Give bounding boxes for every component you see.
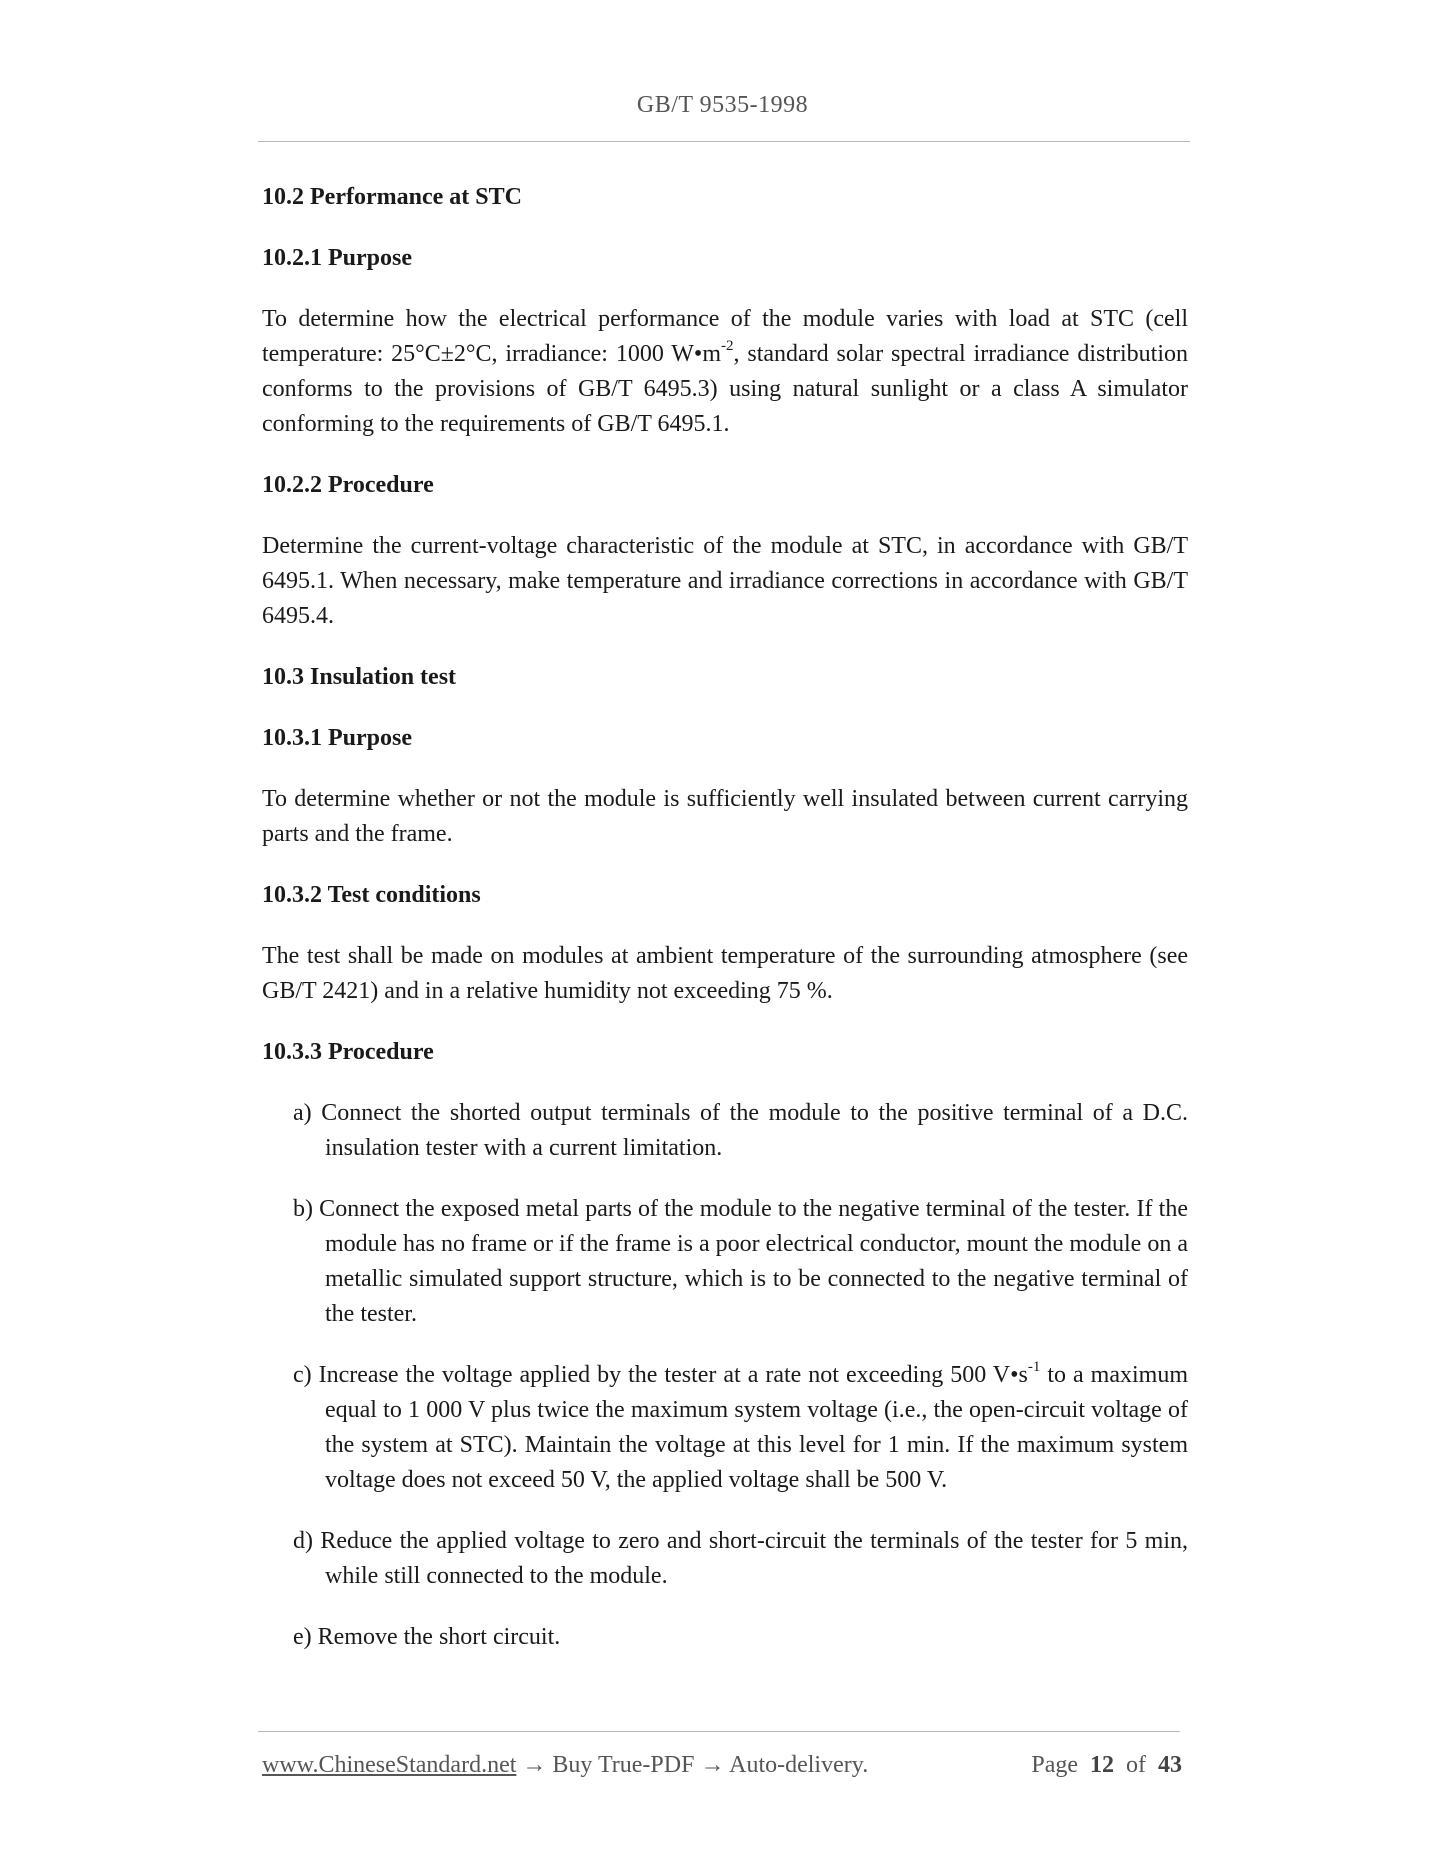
footer-promo — [262, 1752, 868, 1779]
footer-tagline: → Buy True-PDF → Auto-delivery. — [516, 1752, 869, 1778]
paragraph-10-2-1 — [262, 302, 1188, 442]
footer-divider — [258, 1731, 1180, 1732]
paragraph-10-2-2: Determine the current-voltage characteristic of the module at STC, in accordance with GB/T 6495.1. When necessary, make temperature and irradiance corrections in accordance with GB/T 6495.4. — [262, 533, 1188, 629]
procedure-list — [293, 1096, 1188, 1655]
procedure-item-d: d) Reduce the applied voltage to zero and short-circuit the terminals of the tester for 5 min, while still connected to the module. — [293, 1528, 1188, 1589]
page-content — [262, 180, 1188, 1681]
paragraph-10-2-1-part-a: To determine how the electrical performance of the module varies with load at STC (cell temperature: 25°C±2°C, irradiance: 1000 W•m — [262, 306, 1188, 367]
page-footer — [262, 1752, 1182, 1786]
heading-10-3-3: 10.3.3 Procedure — [262, 1039, 434, 1065]
superscript-minus-2: -2 — [721, 338, 734, 354]
total-pages: 43 — [1158, 1752, 1182, 1778]
heading-10-3-2: 10.3.2 Test conditions — [262, 882, 481, 908]
procedure-item-c-part-b: to a maximum equal to 1 000 V plus twice the maximum system voltage (i.e., the open-circuit voltage of the system at STC). Maintain the voltage at this level for 1 min. If the maximum system voltage does not exceed 50 V, the applied voltage shall be 500 V. — [325, 1362, 1188, 1493]
heading-10-2: 10.2 Performance at STC — [262, 184, 522, 210]
procedure-item-c-part-a: c) Increase the voltage applied by the tester at a rate not exceeding 500 V•s — [293, 1362, 1028, 1388]
procedure-item-b: b) Connect the exposed metal parts of the module to the negative terminal of the tester. If the module has no frame or if the frame is a poor electrical conductor, mount the module on a metallic simulated support structure, which is to be connected to the negative terminal of the tester. — [293, 1196, 1188, 1327]
heading-10-3: 10.3 Insulation test — [262, 664, 457, 690]
heading-10-2-2: 10.2.2 Procedure — [262, 472, 434, 498]
header-doc-id: GB/T 9535-1998 — [636, 92, 809, 118]
footer-website-link[interactable]: www.ChineseStandard.net — [262, 1752, 517, 1778]
superscript-minus-1: -1 — [1027, 1359, 1041, 1375]
procedure-item-e: e) Remove the short circuit. — [293, 1624, 561, 1650]
paragraph-10-3-1: To determine whether or not the module is sufficiently well insulated between current carrying parts and the frame. — [262, 786, 1188, 847]
procedure-item-c — [293, 1358, 1188, 1498]
paragraph-10-3-2: The test shall be made on modules at ambient temperature of the surrounding atmosphere (see GB/T 2421) and in a relative humidity not exceeding 75 %. — [262, 943, 1188, 1004]
current-page-number: 12 — [1090, 1752, 1114, 1778]
procedure-item-a: a) Connect the shorted output terminals of the module to the positive terminal of a D.C. insulation tester with a current limitation. — [293, 1100, 1188, 1161]
page-indicator — [1031, 1752, 1182, 1779]
page-label: Page — [1031, 1752, 1078, 1778]
heading-10-3-1: 10.3.1 Purpose — [262, 725, 412, 751]
header-divider — [258, 141, 1190, 142]
of-label: of — [1126, 1752, 1146, 1778]
heading-10-2-1: 10.2.1 Purpose — [262, 245, 412, 271]
paragraph-10-2-1-part-b: , standard solar spectral irradiance distribution conforms to the provisions of GB/T 6495.3) using natural sunlight or a class A simulator conforming to the requirements of GB/T 6495.1. — [262, 341, 1188, 437]
